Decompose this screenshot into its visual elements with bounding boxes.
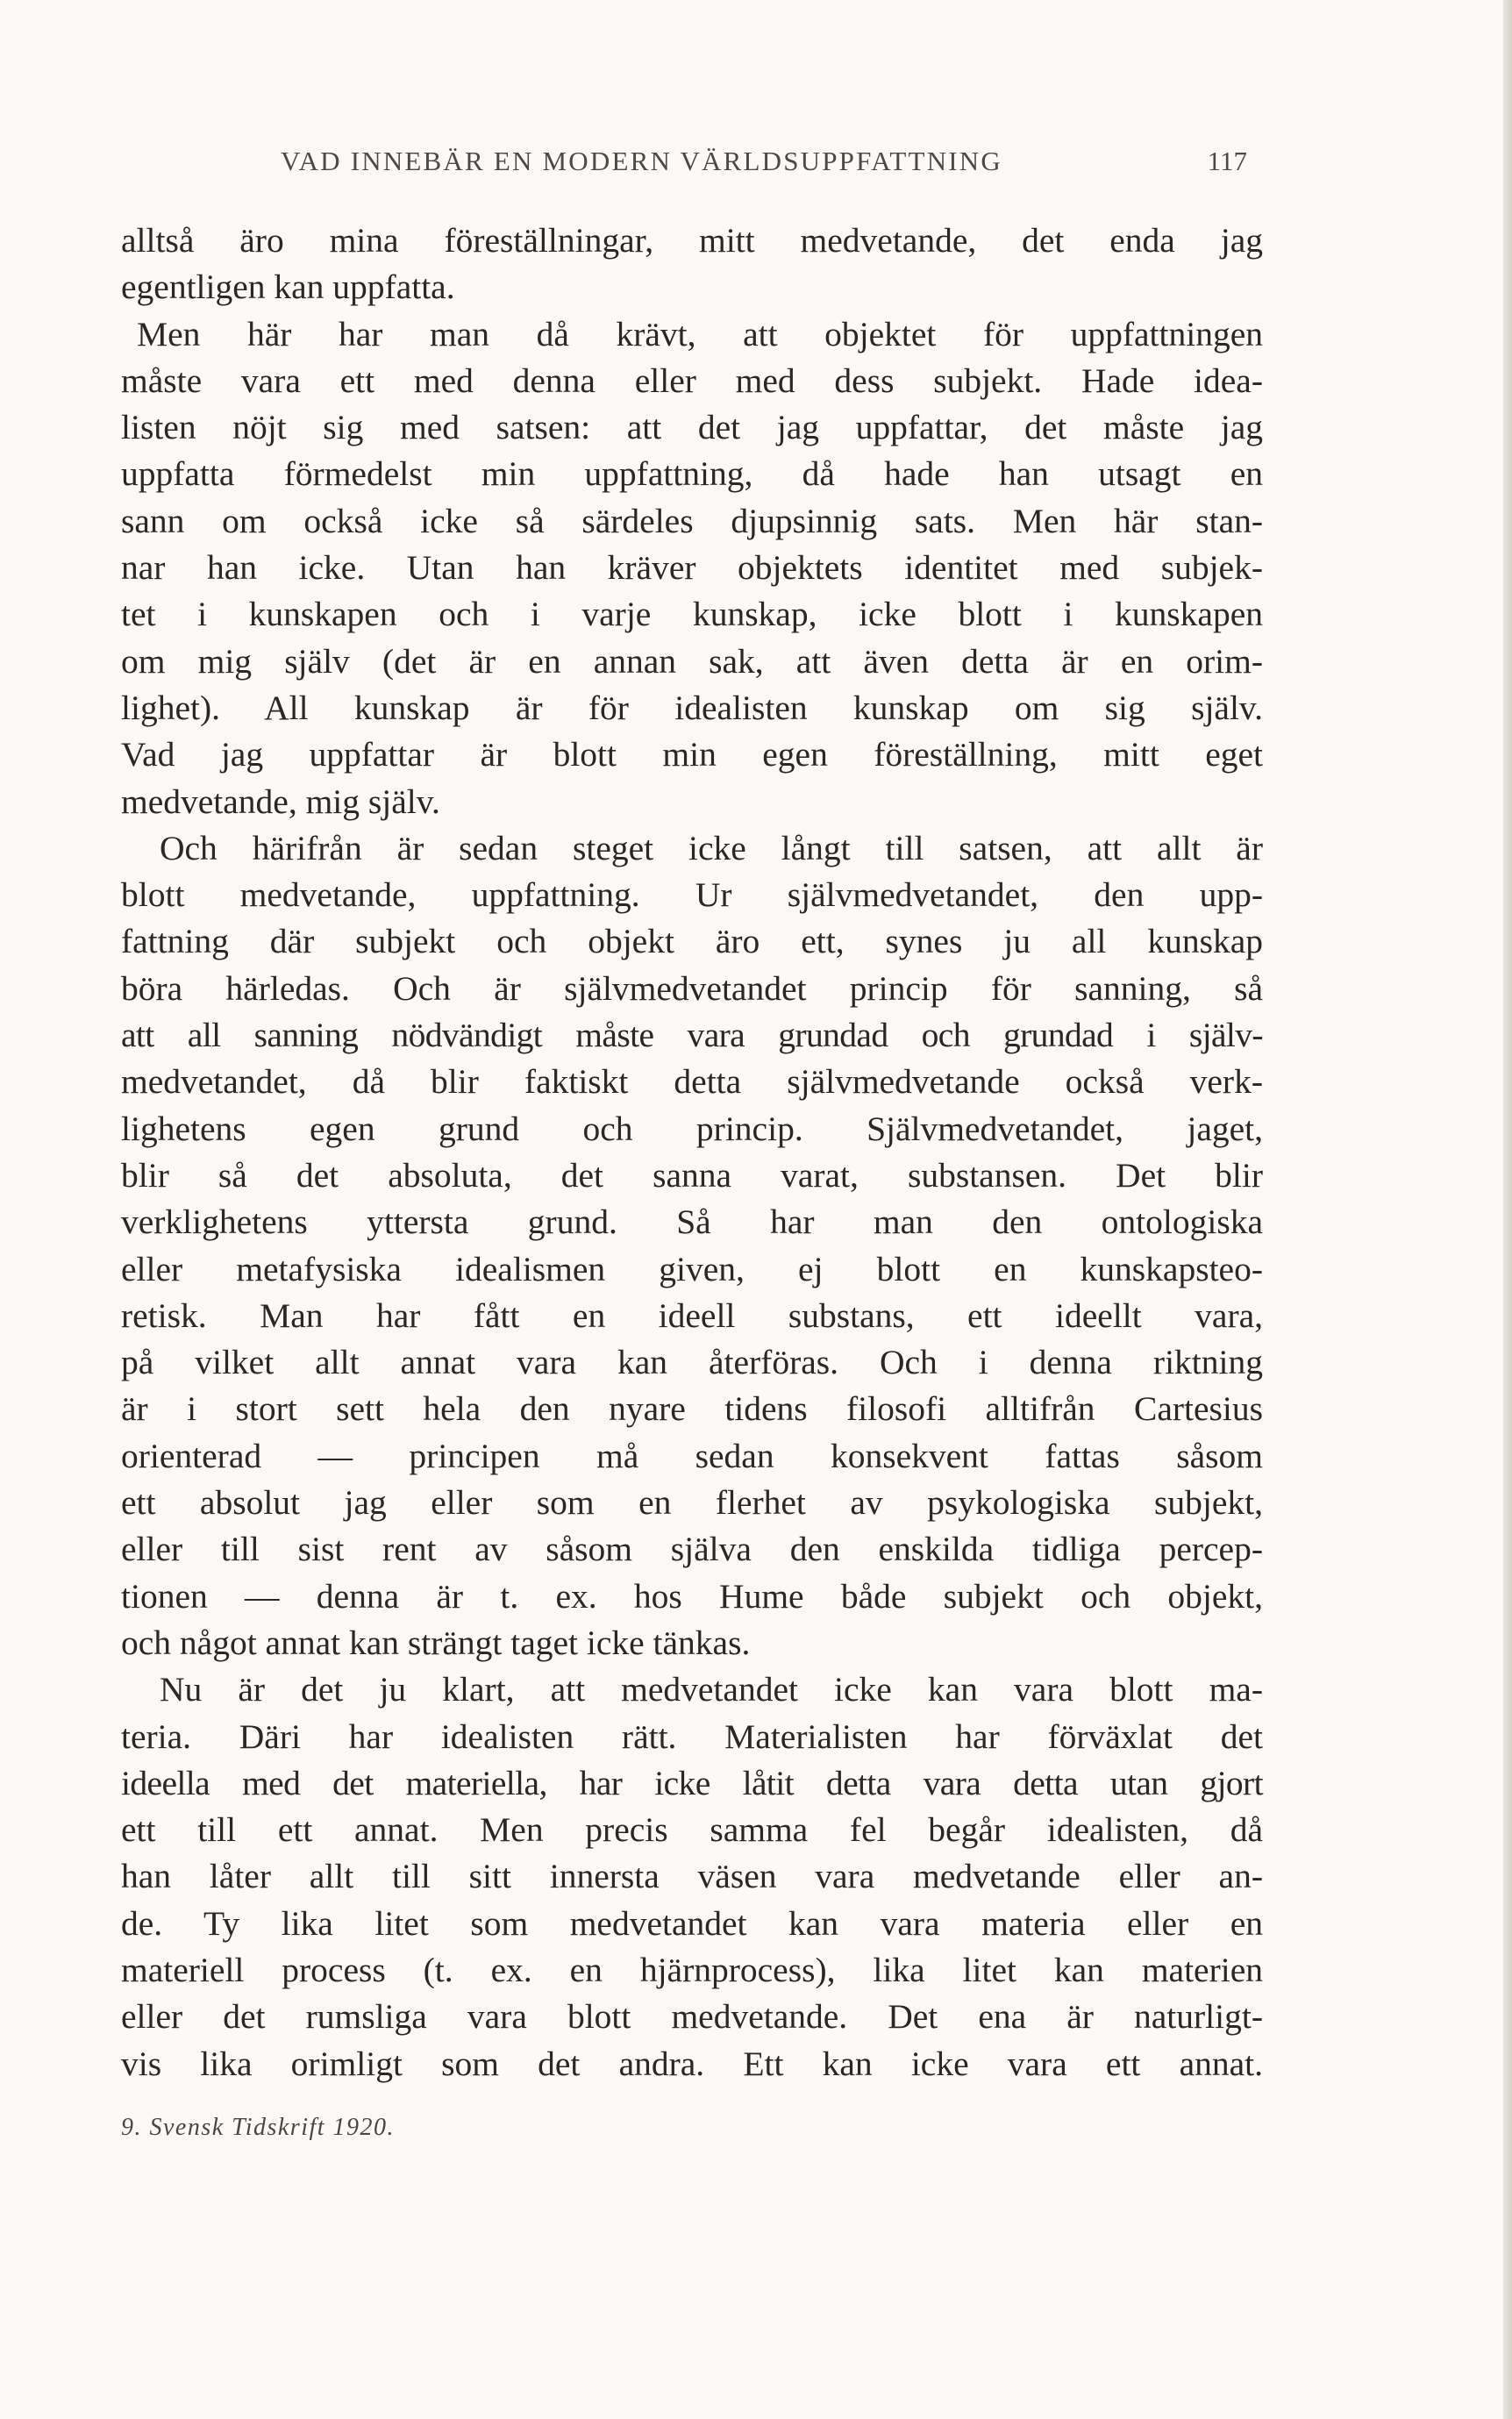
text-line: sann om också icke så särdeles djupsinnig sats. Men här stan-	[121, 501, 1263, 540]
text-line: listen nöjt sig med satsen: att det jag uppfattar, det måste jag	[121, 408, 1263, 447]
page-number: 117	[1207, 146, 1247, 176]
page-header	[121, 146, 1263, 188]
text-line: materiell process (t. ex. en hjärnprocess), lika litet kan materien	[121, 1950, 1263, 1989]
running-head: VAD INNEBÄR EN MODERN VÄRLDSUPPFATTNING	[281, 146, 1002, 176]
text-line: uppfatta förmedelst min uppfattning, då hade han utsagt en	[121, 454, 1263, 494]
text-line: retisk. Man har fått en ideell substans, ett ideellt vara,	[121, 1295, 1263, 1335]
text-line: eller metafysiska idealismen given, ej blott en kunskapsteo-	[121, 1249, 1263, 1288]
text-line: alltså äro mina föreställningar, mitt medvetande, det enda jag	[121, 221, 1263, 260]
text-line: blott medvetande, uppfattning. Ur självmedvetandet, den upp-	[121, 875, 1263, 915]
text-line: tionen — denna är t. ex. hos Hume både subjekt och objekt,	[121, 1576, 1263, 1616]
text-line: lighet). All kunskap är för idealisten kunskap om sig själv.	[121, 688, 1263, 727]
text-line: teria. Däri har idealisten rätt. Materialisten har förväxlat det	[121, 1716, 1263, 1756]
text-line: egentligen kan uppfatta.	[121, 268, 455, 307]
text-line: medvetandet, då blir faktiskt detta självmedvetande också verk-	[121, 1062, 1263, 1102]
body-text	[121, 218, 1263, 2087]
text-line: blir så det absoluta, det sanna varat, substansen. Det blir	[121, 1155, 1263, 1195]
text-line: fattning där subjekt och objekt äro ett, synes ju all kunskap	[121, 922, 1263, 961]
text-line: lighetens egen grund och princip. Självmedvetandet, jaget,	[121, 1109, 1263, 1148]
text-line: Vad jag uppfattar är blott min egen föreställning, mitt eget	[121, 735, 1263, 774]
text-line: eller till sist rent av såsom själva den enskilda tidliga percep-	[121, 1530, 1263, 1569]
text-line: eller det rumsliga vara blott medvetande. Det ena är naturligt-	[121, 1997, 1263, 2037]
signature-mark: 9. Svensk Tidskrift 1920.	[121, 2114, 396, 2141]
text-line: måste vara ett med denna eller med dess subjekt. Hade idea-	[121, 360, 1263, 400]
text-line: att all sanning nödvändigt måste vara grundad och grundad i själv-	[121, 1016, 1263, 1055]
text-line: ett absolut jag eller som en flerhet av psykologiska subjekt,	[121, 1483, 1263, 1523]
text-line: Och härifrån är sedan steget icke långt till satsen, att allt är	[160, 828, 1263, 867]
text-line: på vilket allt annat vara kan återföras. Och i denna riktning	[121, 1343, 1263, 1382]
text-line: vis lika orimligt som det andra. Ett kan icke vara ett annat.	[121, 2044, 1263, 2083]
text-line: är i stort sett hela den nyare tidens filosofi alltifrån Cartesius	[121, 1389, 1263, 1429]
text-line: ett till ett annat. Men precis samma fel begår idealisten, då	[121, 1810, 1263, 1850]
text-line: och något annat kan strängt taget icke tänkas.	[121, 1623, 751, 1662]
text-line: han låter allt till sitt innersta väsen vara medvetande eller an-	[121, 1857, 1263, 1896]
text-line: Nu är det ju klart, att medvetandet icke kan vara blott ma-	[160, 1670, 1263, 1709]
text-line: medvetande, mig själv.	[121, 781, 440, 821]
text-line: ideella med det materiella, har icke låtit detta vara detta utan gjort	[121, 1763, 1263, 1802]
text-line: de. Ty lika litet som medvetandet kan vara materia eller en	[121, 1903, 1263, 1943]
text-line: tet i kunskapen och i varje kunskap, icke blott i kunskapen	[121, 595, 1263, 634]
text-line: om mig själv (det är en annan sak, att även detta är en orim-	[121, 641, 1263, 681]
page-edge	[1503, 0, 1512, 2419]
text-line: verklighetens yttersta grund. Så har man den ontologiska	[121, 1202, 1263, 1242]
text-line: nar han icke. Utan han kräver objektets identitet med subjek-	[121, 548, 1263, 588]
text-line: böra härledas. Och är självmedvetandet princip för sanning, så	[121, 968, 1263, 1008]
text-line: orienterad — principen må sedan konsekvent fattas såsom	[121, 1436, 1263, 1475]
text-line: Men här har man då krävt, att objektet för uppfattningen	[137, 314, 1263, 353]
